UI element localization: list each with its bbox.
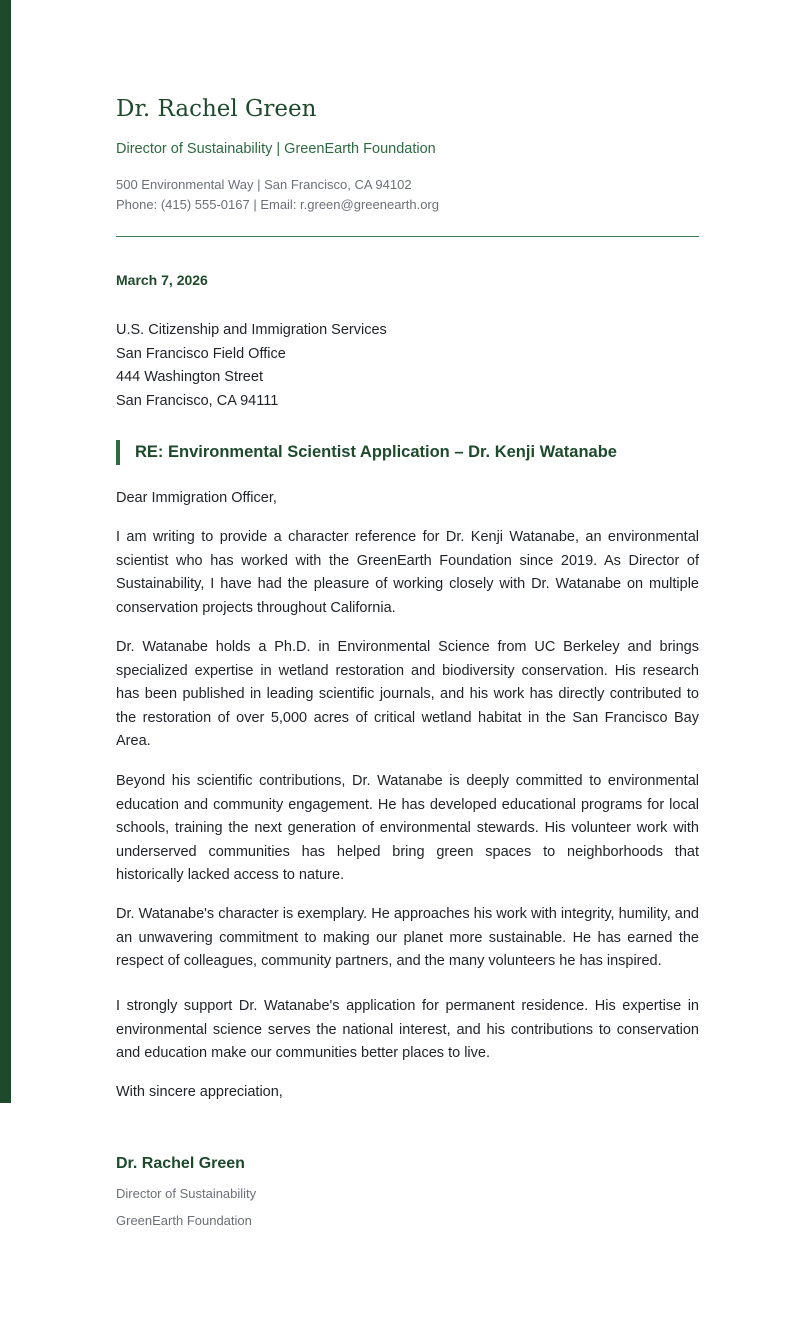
body-paragraph: Dr. Watanabe holds a Ph.D. in Environmental Science from UC Berkeley and brings specialized expertise in wetland restoration and biodiversity conservation. His research has been published in leading scientific journals, and his work has directly contributed to the restoration of over 5,000 acres of critical wetland habitat in the San Francisco Bay Area. [116, 639, 699, 749]
recipient-line: 444 Washington Street [116, 369, 263, 385]
recipient-line: U.S. Citizenship and Immigration Services [116, 322, 387, 338]
sender-title: Director of Sustainability | GreenEarth Foundation [116, 141, 436, 157]
subject-line: RE: Environmental Scientist Application – Dr. Kenji Watanabe [116, 440, 617, 465]
salutation: Dear Immigration Officer, [116, 490, 277, 506]
sender-contact: Phone: (415) 555-0167 | Email: r.green@greenearth.org [116, 197, 439, 212]
body-paragraph: I am writing to provide a character reference for Dr. Kenji Watanabe, an environmental scientist who has worked with the GreenEarth Foundation since 2019. As Director of Sustainability, I have had the pleasure of working closely with Dr. Watanabe on multiple conservation projects throughout California. [116, 529, 699, 616]
body-paragraph: Beyond his scientific contributions, Dr. Watanabe is deeply committed to environmental education and community engagement. He has developed educational programs for local schools, training the next generation of environmental stewards. His volunteer work with underserved communities has helped bring green spaces to neighborhoods that historically lacked access to nature. [116, 773, 699, 883]
sender-address: 500 Environmental Way | San Francisco, CA 94102 [116, 177, 412, 192]
letter-date: March 7, 2026 [116, 272, 208, 288]
sender-name: Dr. Rachel Green [116, 96, 317, 122]
recipient-line: San Francisco, CA 94111 [116, 392, 279, 409]
header-divider [116, 236, 699, 237]
recipient-address [116, 319, 387, 413]
signature-name: Dr. Rachel Green [116, 1155, 245, 1172]
recipient-line: San Francisco Field Office [116, 345, 286, 362]
left-accent-bar [0, 0, 11, 1103]
closing: With sincere appreciation, [116, 1084, 283, 1100]
signature-organization: GreenEarth Foundation [116, 1213, 252, 1228]
body-paragraph: Dr. Watanabe's character is exemplary. He approaches his work with integrity, humility, and an unwavering commitment to making our planet more sustainable. He has earned the respect of colleagues, community partners, and the many volunteers he has inspired. [116, 906, 699, 969]
signature-title: Director of Sustainability [116, 1186, 257, 1201]
body-paragraph: I strongly support Dr. Watanabe's application for permanent residence. His expertise in environmental science serves the national interest, and his contributions to conservation and education make our communities better places to live. [116, 998, 699, 1061]
